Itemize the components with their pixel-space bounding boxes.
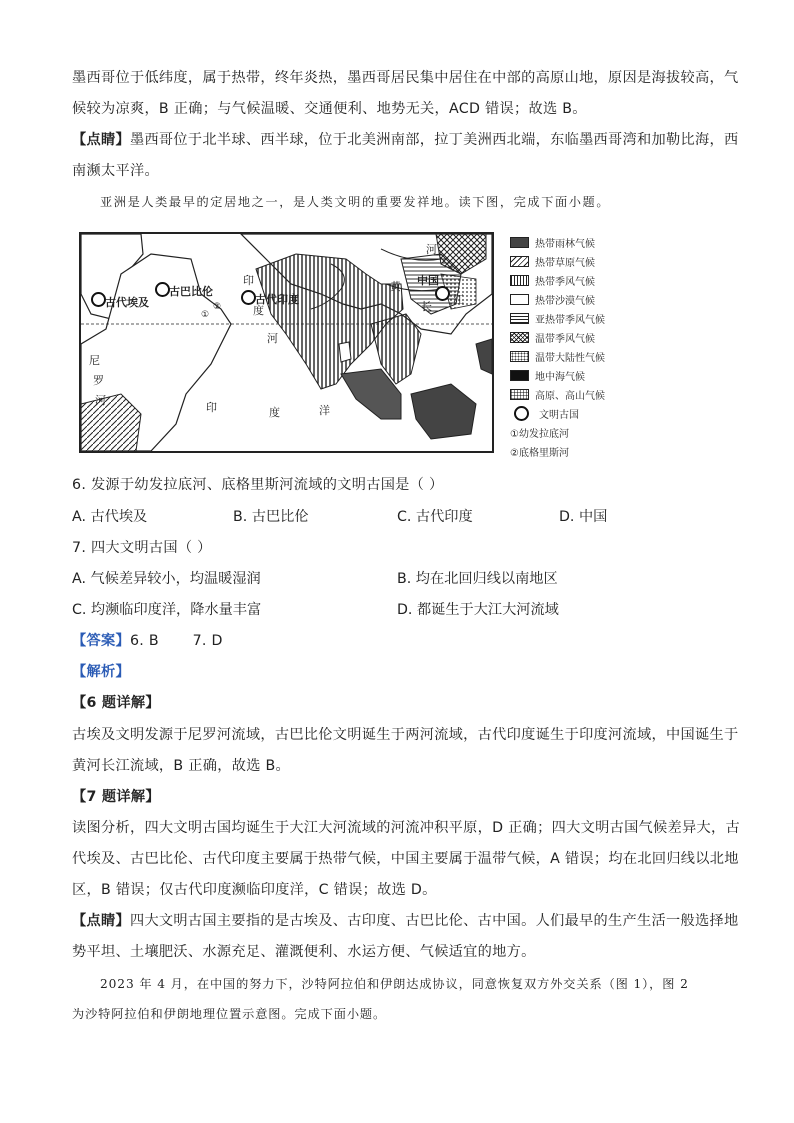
legend-item xyxy=(510,425,569,440)
legend-swatch xyxy=(510,237,529,248)
yangtze-label-2: 江 xyxy=(453,293,464,306)
indus-label: 河 xyxy=(267,332,278,345)
legend-label: 温带季风气候 xyxy=(535,334,595,345)
nile-label: 尼 xyxy=(89,354,100,367)
analysis-tag: 【解析】 xyxy=(72,664,130,680)
babylon-label: 古巴比伦 xyxy=(169,285,213,298)
q7-detail-line: 代埃及、古巴比伦、古代印度主要属于热带气候，中国主要属于温带气候，A 错误；均在北回归线以北地 xyxy=(72,851,739,867)
legend-label: 热带雨林气候 xyxy=(535,239,595,250)
q6-detail-line: 古埃及文明发源于尼罗河流域，古巴比伦文明诞生于两河流域，古代印度诞生于印度河流域，中国诞生于 xyxy=(72,727,739,743)
nile-label: 河 xyxy=(95,394,106,407)
note-tag: 【点睛】 xyxy=(72,132,130,148)
legend-label: 热带季风气候 xyxy=(535,277,595,288)
ocean-label: 印 xyxy=(206,401,217,414)
ocean-label: 度 xyxy=(269,406,280,419)
legend-item xyxy=(510,349,605,364)
q7-detail-line: 区，B 错误；仅古代印度濒临印度洋，C 错误；故选 D。 xyxy=(72,882,437,898)
legend-label: 地中海气候 xyxy=(535,372,585,383)
note-text: 墨西哥位于北半球、西半球，位于北美洲南部，拉丁美洲西北端，东临墨西哥湾和加勒比海，西 xyxy=(129,132,739,148)
legend-item xyxy=(510,254,595,269)
legend-label: 文明古国 xyxy=(539,410,579,421)
legend-swatch xyxy=(510,332,529,343)
legend-label: 热带沙漠气候 xyxy=(535,296,595,307)
indus-label: 印 xyxy=(243,274,254,287)
q7-option-d[interactable]: D. 都诞生于大江大河流域 xyxy=(397,602,559,618)
legend-label: 亚热带季风气候 xyxy=(535,315,605,326)
legend-swatch xyxy=(510,370,529,381)
note-text: 四大文明古国主要指的是古埃及、古印度、古巴比伦、古中国。人们最早的生产生活一般选择地 xyxy=(129,913,739,929)
legend-label: 高原、高山气候 xyxy=(535,391,605,402)
note-line xyxy=(72,129,738,149)
rainforest-area xyxy=(476,339,492,374)
q7-detail-tag: 【7 题详解】 xyxy=(72,789,160,805)
answer-line xyxy=(72,630,223,650)
egypt-label: 古代埃及 xyxy=(105,296,149,309)
q6-option-c[interactable]: C. 古代印度 xyxy=(397,509,473,525)
legend-item xyxy=(510,273,595,288)
legend-swatch xyxy=(510,294,529,305)
legend-swatch xyxy=(510,351,529,362)
legend-swatch xyxy=(510,389,529,400)
paragraph-line: 墨西哥位于低纬度，属于热带，终年炎热，墨西哥居民集中居住在中部的高原山地，原因是海拔较高，气 xyxy=(72,70,739,86)
paragraph-line: 候较为凉爽，B 正确；与气候温暖、交通便利、地势无关，ACD 错误；故选 B。 xyxy=(72,101,587,117)
next-intro-line: 为沙特阿拉伯和伊朗地理位置示意图。完成下面小题。 xyxy=(72,1007,387,1021)
legend-label: ②底格里斯河 xyxy=(510,448,569,459)
note-line: 势平坦、土壤肥沃、水源充足、灌溉便利、水运方便、气候适宜的地方。 xyxy=(72,944,536,960)
q6-detail-line: 黄河长江流域，B 正确，故选 B。 xyxy=(72,758,291,774)
legend-item xyxy=(510,235,595,250)
next-intro-line: 2023 年 4 月，在中国的努力下，沙特阿拉伯和伊朗达成协议，同意恢复双方外交关系（图 1），图 2 xyxy=(100,977,689,991)
legend-item xyxy=(510,330,595,345)
civilization-marker xyxy=(155,282,170,297)
legend-item xyxy=(510,292,595,307)
legend-item xyxy=(510,387,605,402)
legend-swatch xyxy=(510,313,529,324)
civilization-marker xyxy=(91,292,106,307)
question-7-stem: 7. 四大文明古国（ ） xyxy=(72,540,212,556)
q7-option-b[interactable]: B. 均在北回归线以南地区 xyxy=(397,571,558,587)
paragraph-line: 南濒太平洋。 xyxy=(72,163,159,179)
rainforest-area xyxy=(411,384,476,439)
answer-tag: 【答案】 xyxy=(72,633,130,649)
q6-option-b[interactable]: B. 古巴比伦 xyxy=(233,509,309,525)
legend-swatch xyxy=(510,275,529,286)
yellow-river-label: 黄 xyxy=(390,280,401,293)
legend-item xyxy=(510,368,585,383)
ocean-label: 洋 xyxy=(319,404,330,417)
asia-climate-map xyxy=(79,232,494,453)
legend-item xyxy=(510,444,569,459)
map-svg xyxy=(81,234,492,451)
yangtze-label: 长 xyxy=(421,300,432,313)
q6-detail-tag: 【6 题详解】 xyxy=(72,695,160,711)
legend-label: ①幼发拉底河 xyxy=(510,429,569,440)
q6-option-d[interactable]: D. 中国 xyxy=(559,509,608,525)
river-number: ② xyxy=(213,302,222,312)
q7-option-a[interactable]: A. 气候差异较小，均温暖湿润 xyxy=(72,571,261,587)
note-tag: 【点睛】 xyxy=(72,913,130,929)
q7-option-c[interactable]: C. 均濒临印度洋，降水量丰富 xyxy=(72,602,262,618)
intro-text: 亚洲是人类最早的定居地之一，是人类文明的重要发祥地。读下图，完成下面小题。 xyxy=(100,195,611,209)
answer-text: 6. B 7. D xyxy=(129,633,223,649)
legend-label: 热带草原气候 xyxy=(535,258,595,269)
river-number: ① xyxy=(201,310,210,320)
island xyxy=(339,342,351,362)
legend-item xyxy=(510,311,605,326)
note-line xyxy=(72,910,738,930)
china-label: 中国 xyxy=(417,274,439,287)
q7-detail-line: 读图分析，四大文明古国均诞生于大江大河流域的河流冲积平原，D 正确；四大文明古国气候差异大，古 xyxy=(72,820,740,836)
legend-label: 温带大陆性气候 xyxy=(535,353,605,364)
india-label: 古代印度 xyxy=(255,293,299,306)
question-6-stem: 6. 发源于幼发拉底河、底格里斯河流域的文明古国是（ ） xyxy=(72,477,444,493)
q6-option-a[interactable]: A. 古代埃及 xyxy=(72,509,148,525)
civilization-marker xyxy=(435,286,450,301)
nile-label: 罗 xyxy=(93,374,104,387)
legend-item xyxy=(510,406,579,421)
indus-label: 度 xyxy=(253,304,264,317)
civilization-circle-icon xyxy=(514,406,529,421)
river-label: 河 xyxy=(426,243,437,256)
legend-swatch xyxy=(510,256,529,267)
